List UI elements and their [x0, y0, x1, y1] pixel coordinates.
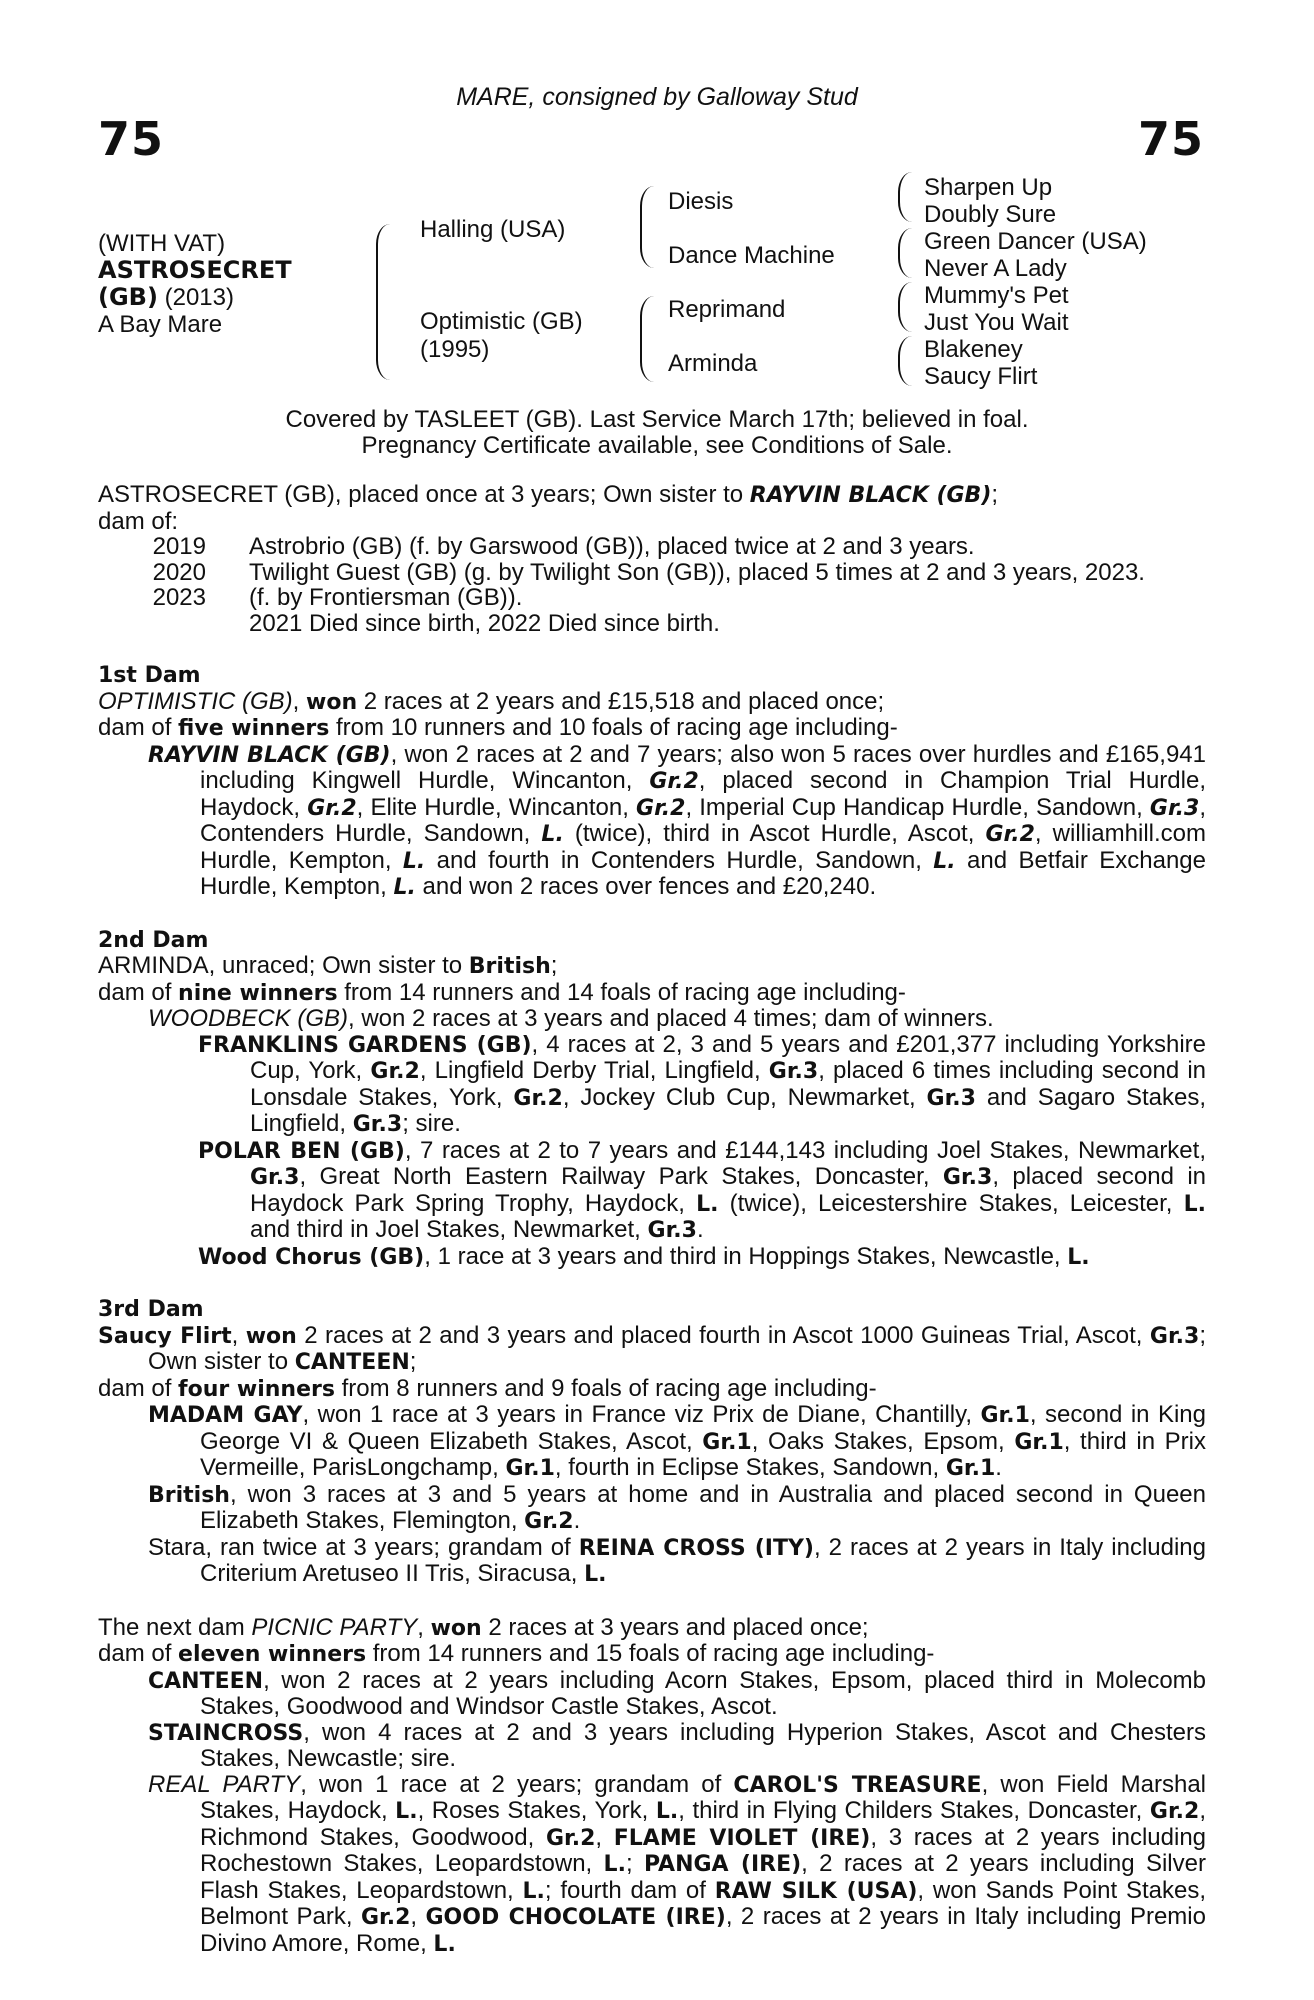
produce-text: Astrobrio (GB) (f. by Garswood (GB)), placed twice at 2 and 3 years. — [249, 533, 975, 560]
woodbeck-entry: WOODBECK (GB), won 2 races at 3 years and placed 4 times; dam of winners. — [148, 1005, 994, 1032]
staincross-entry: STAINCROSS, won 4 races at 2 and 3 years including Hyperion Stakes, Ascot and Chesters Stakes, Newcastle; sire. — [148, 1718, 1206, 1772]
pedigree-brace-sire — [640, 186, 654, 268]
produce-row — [98, 534, 1206, 560]
first-dam-line: OPTIMISTIC (GB), won 2 races at 2 years and £15,518 and placed once; — [98, 687, 885, 715]
produce-text: (f. by Frontiersman (GB)). — [249, 584, 523, 611]
horse-description: A Bay Mare — [98, 311, 223, 338]
gg-1: Sharpen Up — [924, 174, 1053, 201]
produce-row — [98, 611, 1206, 637]
rayvin-black-entry: RAYVIN BLACK (GB), won 2 races at 2 and 7 years; also won 5 races over hurdles and £165,941 including Kingwell Hurdle, Wincanton, Gr.2, placed second in Champion Trial Hurdle, Haydock, Gr.2, Elite Hurdle, Wincanton, Gr.2, Imperial Cup Handicap Hurdle, Sandown, Gr.3, Contenders Hurdle, Sandown, L. (twice), third in Ascot Hurdle, Ascot, Gr.2, williamhill.com Hurdle, Kempton, L. and fourth in Contenders Hurdle, Sandown, L. and Betfair Exchange Hurdle, Kempton, L. and won 2 races over fences and £20,240. — [148, 740, 1207, 900]
dam-name: Optimistic (GB) — [420, 308, 583, 335]
canteen-entry: CANTEEN, won 2 races at 2 years including Acorn Stakes, Epsom, placed third in Molecomb Stakes, Goodwood and Windsor Castle Stakes, Ascot. — [148, 1666, 1206, 1720]
cover-line-1: Covered by TASLEET (GB). Last Service March 17th; believed in foal. — [285, 406, 1029, 433]
cover-line-2: Pregnancy Certificate available, see Conditions of Sale. — [361, 432, 953, 459]
first-dam-heading: 1st Dam — [98, 663, 201, 688]
produce-text: 2021 Died since birth, 2022 Died since birth. — [249, 609, 720, 637]
horse-origin: (GB) — [98, 283, 158, 311]
real-party-entry: REAL PARTY, won 1 race at 2 years; grandam of CAROL'S TREASURE, won Field Marshal Stakes, Haydock, L., Roses Stakes, York, L., third in Flying Childers Stakes, Doncaster, Gr.2, Richmond Stakes, Goodwood, Gr.2, FLAME VIOLET (IRE), 3 races at 2 years including Rochestown Stakes, Leopardstown, L.; PANGA (IRE), 2 races at 2 years including Silver Flash Stakes, Leopardstown, L.; fourth dam of RAW SILK (USA), won Sands Point Stakes, Belmont Park, Gr.2, GOOD CHOCOLATE (IRE), 2 races at 2 years in Italy including Premio Divino Amore, Rome, L. — [148, 1770, 1207, 1957]
polar-ben-entry: POLAR BEN (GB), 7 races at 2 to 7 years and £144,143 including Joel Stakes, Newmarket, Gr.3, Great North Eastern Railway Park Stakes, Doncaster, Gr.3, placed second in Haydock Park Spring Trophy, Haydock, L. (twice), Leicestershire Stakes, Leicester, L. and third in Joel Stakes, Newmarket, Gr.3. — [198, 1136, 1206, 1243]
pedigree-brace-g1 — [898, 172, 912, 222]
produce-year: 2020 — [152, 558, 206, 586]
dam-year: (1995) — [420, 336, 490, 363]
gg-4: Never A Lady — [924, 255, 1067, 282]
intro-line: ASTROSECRET (GB), placed once at 3 years; Own sister to RAYVIN BLACK (GB); — [98, 481, 999, 508]
produce-row — [98, 560, 1206, 586]
pedigree-brace-main — [376, 224, 390, 380]
gg-5: Mummy's Pet — [924, 282, 1069, 309]
second-dam-produce-line: dam of nine winners from 14 runners and 14 foals of racing age including- — [98, 978, 906, 1006]
next-dam-produce-line: dam of eleven winners from 14 runners and 15 foals of racing age including- — [98, 1640, 935, 1667]
pedigree-brace-g4 — [898, 336, 912, 386]
pedigree-brace-g2 — [898, 228, 912, 278]
first-dam-produce-line: dam of five winners from 10 runners and 10 foals of racing age including- — [98, 714, 898, 741]
horse-identity — [98, 230, 292, 338]
gg-6: Just You Wait — [924, 309, 1069, 336]
consignment-line: MARE, consigned by Galloway Stud — [456, 83, 858, 111]
produce-row — [98, 585, 1206, 611]
horse-year: (2013) — [164, 284, 234, 311]
british-entry: British, won 3 races at 3 and 5 years at home and in Australia and placed second in Queen Elizabeth Stakes, Flemington, Gr.2. — [148, 1480, 1206, 1534]
gg-8: Saucy Flirt — [924, 363, 1038, 390]
produce-text: Twilight Guest (GB) (g. by Twilight Son (GB)), placed 5 times at 2 and 3 years, 2023. — [249, 558, 1145, 586]
stara-entry: Stara, ran twice at 3 years; grandam of REINA CROSS (ITY), 2 races at 2 years in Italy including Criterium Aretuseo II Tris, Siracusa, L. — [148, 1533, 1206, 1587]
produce-year: 2019 — [152, 533, 206, 560]
gg-3: Green Dancer (USA) — [924, 228, 1147, 255]
grandsire-1: Diesis — [668, 188, 734, 215]
granddam-2: Arminda — [668, 350, 758, 377]
gg-7: Blakeney — [924, 336, 1023, 363]
pedigree-brace-dam — [640, 296, 654, 382]
dam-of-label: dam of: — [98, 507, 179, 535]
grandsire-2: Reprimand — [668, 296, 786, 323]
produce-year: 2023 — [152, 584, 206, 611]
third-dam-line: Saucy Flirt, won 2 races at 2 and 3 years and placed fourth in Ascot 1000 Guineas Trial, Ascot, Gr.3; Own sister to CANTEEN; — [98, 1321, 1206, 1375]
second-dam-line: ARMINDA, unraced; Own sister to British; — [98, 952, 558, 979]
wood-chorus-entry: Wood Chorus (GB), 1 race at 3 years and third in Hoppings Stakes, Newcastle, L. — [198, 1242, 1090, 1270]
catalogue-body — [98, 482, 1206, 1957]
vat-note: (WITH VAT) — [98, 230, 226, 257]
sire-name: Halling (USA) — [420, 216, 566, 243]
granddam-1: Dance Machine — [668, 242, 835, 269]
horse-name: ASTROSECRET — [98, 256, 292, 284]
sibling-name: RAYVIN BLACK (GB) — [749, 483, 992, 508]
pedigree-brace-g3 — [898, 282, 912, 332]
next-dam-line: The next dam PICNIC PARTY, won 2 races at 3 years and placed once; — [98, 1613, 869, 1641]
lot-number-right: 75 — [1137, 112, 1204, 166]
third-dam-heading: 3rd Dam — [98, 1297, 204, 1322]
franklins-gardens-entry: FRANKLINS GARDENS (GB), 4 races at 2, 3 and 5 years and £201,377 including Yorkshire Cup, York, Gr.2, Lingfield Derby Trial, Lingfield, Gr.3, placed 6 times including second in Lonsdale Stakes, York, Gr.2, Jockey Club Cup, Newmarket, Gr.3 and Sagaro Stakes, Lingfield, Gr.3; sire. — [198, 1030, 1206, 1137]
third-dam-produce-line: dam of four winners from 8 runners and 9 foals of racing age including- — [98, 1374, 877, 1402]
madam-gay-entry: MADAM GAY, won 1 race at 3 years in France viz Prix de Diane, Chantilly, Gr.1, second in King George VI & Queen Elizabeth Stakes, Ascot, Gr.1, Oaks Stakes, Epsom, Gr.1, third in Prix Vermeille, ParisLongchamp, Gr.1, fourth in Eclipse Stakes, Sandown, Gr.1. — [148, 1401, 1207, 1481]
gg-2: Doubly Sure — [924, 201, 1057, 228]
produce-year — [98, 611, 249, 637]
great-grandparents — [924, 174, 1147, 390]
second-dam-heading: 2nd Dam — [98, 927, 209, 953]
lot-number-left: 75 — [98, 112, 165, 166]
